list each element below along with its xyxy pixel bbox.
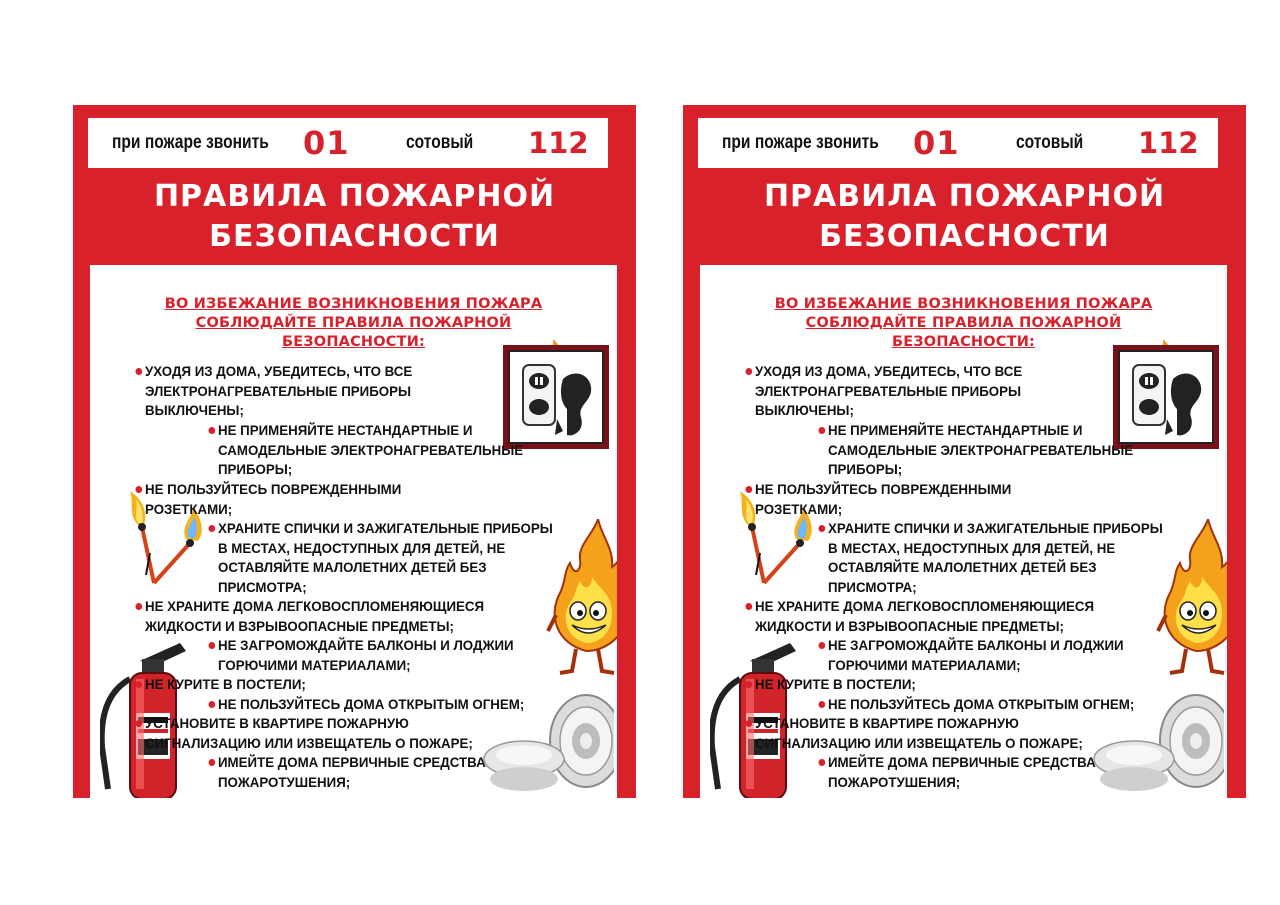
poster-title: ПРАВИЛА ПОЖАРНОЙ БЕЗОПАСНОСТИ bbox=[763, 179, 1166, 254]
poster-title: ПРАВИЛА ПОЖАРНОЙ БЕЗОПАСНОСТИ bbox=[153, 179, 556, 254]
rule-item: НЕ КУРИТЕ В ПОСТЕЛИ; bbox=[755, 675, 916, 695]
rule-item: НЕ ПРИМЕНЯЙТЕ НЕСТАНДАРТНЫЕ И САМОДЕЛЬНЫЕ ЭЛЕКТРОНАГРЕВАТЕЛЬНЫЕ ПРИБОРЫ; bbox=[828, 421, 1133, 480]
rule-item: ХРАНИТЕ СПИЧКИ И ЗАЖИГАТЕЛЬНЫЕ ПРИБОРЫ В МЕСТАХ, НЕДОСТУПНЫХ ДЛЯ ДЕТЕЙ, НЕ ОСТАВЛЯЙТЕ МАЛОЛЕТНИХ ДЕТЕЙ БЕЗ ПРИСМОТРА; bbox=[218, 519, 553, 597]
rule-item: НЕ ПРИМЕНЯЙТЕ НЕСТАНДАРТНЫЕ И САМОДЕЛЬНЫЕ ЭЛЕКТРОНАГРЕВАТЕЛЬНЫЕ ПРИБОРЫ; bbox=[218, 421, 523, 480]
hotline-label-landline: при пожаре звонить bbox=[112, 132, 269, 153]
rule-item: НЕ ЗАГРОМОЖДАЙТЕ БАЛКОНЫ И ЛОДЖИИ ГОРЮЧИМИ МАТЕРИАЛАМИ; bbox=[828, 636, 1124, 675]
rules-panel bbox=[90, 265, 617, 798]
rules-panel bbox=[700, 265, 1227, 798]
rule-item: УСТАНОВИТЕ В КВАРТИРЕ ПОЖАРНУЮ СИГНАЛИЗАЦИЮ ИЛИ ИЗВЕЩАТЕЛЬ О ПОЖАРЕ; bbox=[145, 714, 473, 753]
rule-item: НЕ ХРАНИТЕ ДОМА ЛЕГКОВОСПЛОМЕНЯЮЩИЕСЯ ЖИДКОСТИ И ВЗРЫВООПАСНЫЕ ПРЕДМЕТЫ; bbox=[755, 597, 1094, 636]
hotline-number-mobile: 112 bbox=[1138, 126, 1199, 160]
rule-item: НЕ ХРАНИТЕ ДОМА ЛЕГКОВОСПЛОМЕНЯЮЩИЕСЯ ЖИДКОСТИ И ВЗРЫВООПАСНЫЕ ПРЕДМЕТЫ; bbox=[145, 597, 484, 636]
fire-safety-poster-right bbox=[683, 105, 1246, 798]
rule-item: УХОДЯ ИЗ ДОМА, УБЕДИТЕСЬ, ЧТО ВСЕ ЭЛЕКТРОНАГРЕВАТЕЛЬНЫЕ ПРИБОРЫ ВЫКЛЮЧЕНЫ; bbox=[145, 362, 412, 421]
rule-item: ИМЕЙТЕ ДОМА ПЕРВИЧНЫЕ СРЕДСТВА ПОЖАРОТУШЕНИЯ; bbox=[218, 753, 486, 792]
rule-item: НЕ ПОЛЬЗУЙТЕСЬ ПОВРЕЖДЕННЫМИ РОЗЕТКАМИ; bbox=[145, 480, 401, 519]
hotline-label-landline: при пожаре звонить bbox=[722, 132, 879, 153]
rule-item: НЕ ПОЛЬЗУЙТЕСЬ ДОМА ОТКРЫТЫМ ОГНЕМ; bbox=[218, 695, 524, 715]
rule-item: НЕ ЗАГРОМОЖДАЙТЕ БАЛКОНЫ И ЛОДЖИИ ГОРЮЧИМИ МАТЕРИАЛАМИ; bbox=[218, 636, 514, 675]
hotline-bar bbox=[88, 118, 608, 168]
rule-item: УСТАНОВИТЕ В КВАРТИРЕ ПОЖАРНУЮ СИГНАЛИЗАЦИЮ ИЛИ ИЗВЕЩАТЕЛЬ О ПОЖАРЕ; bbox=[755, 714, 1083, 753]
hotline-label-mobile: сотовый bbox=[1016, 132, 1084, 153]
fire-safety-poster-left bbox=[73, 105, 636, 798]
hotline-label-mobile: сотовый bbox=[406, 132, 474, 153]
rule-item: ИМЕЙТЕ ДОМА ПЕРВИЧНЫЕ СРЕДСТВА ПОЖАРОТУШЕНИЯ; bbox=[828, 753, 1096, 792]
hotline-number-landline: 01 bbox=[913, 124, 960, 162]
rule-item: ХРАНИТЕ СПИЧКИ И ЗАЖИГАТЕЛЬНЫЕ ПРИБОРЫ В МЕСТАХ, НЕДОСТУПНЫХ ДЛЯ ДЕТЕЙ, НЕ ОСТАВЛЯЙТЕ МАЛОЛЕТНИХ ДЕТЕЙ БЕЗ ПРИСМОТРА; bbox=[828, 519, 1163, 597]
rules-subheading: ВО ИЗБЕЖАНИЕ ВОЗНИКНОВЕНИЯ ПОЖАРА СОБЛЮДАЙТЕ ПРАВИЛА ПОЖАРНОЙ БЕЗОПАСНОСТИ: bbox=[774, 296, 1153, 350]
rule-item: НЕ ПОЛЬЗУЙТЕСЬ ПОВРЕЖДЕННЫМИ РОЗЕТКАМИ; bbox=[755, 480, 1011, 519]
rule-item: НЕ КУРИТЕ В ПОСТЕЛИ; bbox=[145, 675, 306, 695]
rule-item: УХОДЯ ИЗ ДОМА, УБЕДИТЕСЬ, ЧТО ВСЕ ЭЛЕКТРОНАГРЕВАТЕЛЬНЫЕ ПРИБОРЫ ВЫКЛЮЧЕНЫ; bbox=[755, 362, 1022, 421]
rules-subheading: ВО ИЗБЕЖАНИЕ ВОЗНИКНОВЕНИЯ ПОЖАРА СОБЛЮДАЙТЕ ПРАВИЛА ПОЖАРНОЙ БЕЗОПАСНОСТИ: bbox=[164, 296, 543, 350]
flame-character-icon bbox=[1156, 519, 1227, 677]
rule-item: НЕ ПОЛЬЗУЙТЕСЬ ДОМА ОТКРЫТЫМ ОГНЕМ; bbox=[828, 695, 1134, 715]
hotline-number-landline: 01 bbox=[303, 124, 350, 162]
flame-character-icon bbox=[546, 519, 617, 677]
hotline-number-mobile: 112 bbox=[528, 126, 589, 160]
hotline-bar bbox=[698, 118, 1218, 168]
